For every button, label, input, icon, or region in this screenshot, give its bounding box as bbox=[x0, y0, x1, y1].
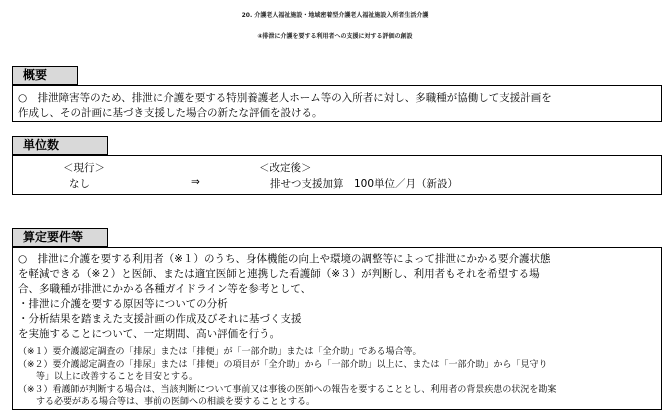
revised-value: 排せつ支援加算 100単位／月（新設） bbox=[270, 178, 459, 190]
requirement-line: ・分析結果を踏まえた支援計画の作成及びそれに基づく支援 bbox=[18, 313, 302, 325]
units-box bbox=[12, 155, 662, 195]
requirement-line: を軽減できる（※２）と医師、または適宜医師と連携した看護師（※３）が判断し、利用者もそれを希望する場 bbox=[18, 268, 540, 280]
requirement-note: 等」以上に改善することを目安とする。 bbox=[18, 372, 199, 382]
requirement-note: する必要がある場合等は、事前の医師への相談を要することとする。 bbox=[18, 397, 316, 407]
requirement-line: ○ 排泄に介護を要する利用者（※１）のうち、身体機能の向上や環境の調整等によって排泄にかかる要介護状態 bbox=[18, 253, 551, 265]
requirement-note: （※１）要介護認定調査の「排尿」または「排便」が「一部介助」または「全介助」である場合等。 bbox=[18, 347, 422, 357]
overview-label: 概要 bbox=[12, 66, 78, 85]
requirement-line: 合、多職種が排泄にかかる各種ガイドライン等を参考として、 bbox=[18, 283, 312, 295]
page-title-line2: ④排泄に介護を要する利用者への支援に対する評価の創設 bbox=[257, 33, 413, 40]
overview-box bbox=[12, 85, 662, 122]
requirements-box bbox=[12, 247, 662, 410]
revised-header: ＜改定後＞ bbox=[259, 162, 312, 174]
current-header: ＜現行＞ bbox=[63, 162, 105, 174]
units-label: 単位数 bbox=[12, 136, 108, 155]
requirement-note: （※３）看護師が判断する場合は、当該判断について事前又は事後の医師への報告を要することとし、利用者の背景疾患の状況を勘案 bbox=[18, 385, 557, 395]
current-value: なし bbox=[69, 178, 90, 190]
requirement-note: （※２）要介護認定調査の「排尿」または「排便」の項目が「全介助」から「一部介助」以上に、または「一部介助」から「見守り bbox=[18, 360, 548, 370]
page-title-line1: 20. 介護老人福祉施設・地域密着型介護老人福祉施設入所者生活介護 bbox=[241, 12, 429, 19]
arrow-icon: ⇒ bbox=[191, 176, 200, 188]
overview-line-2: 作成し、その計画に基づき支援した場合の新たな評価を設ける。 bbox=[18, 107, 323, 119]
overview-line-1: ○ 排泄障害等のため、排泄に介護を要する特別養護老人ホーム等の入所者に対し、多職種が協働して支援計画を bbox=[18, 92, 552, 104]
requirement-line: ・排泄に介護を要する原因等についての分析 bbox=[18, 298, 228, 310]
requirements-label: 算定要件等 bbox=[12, 228, 108, 247]
requirement-line: を実施することについて、一定期間、高い評価を行う。 bbox=[18, 328, 281, 340]
